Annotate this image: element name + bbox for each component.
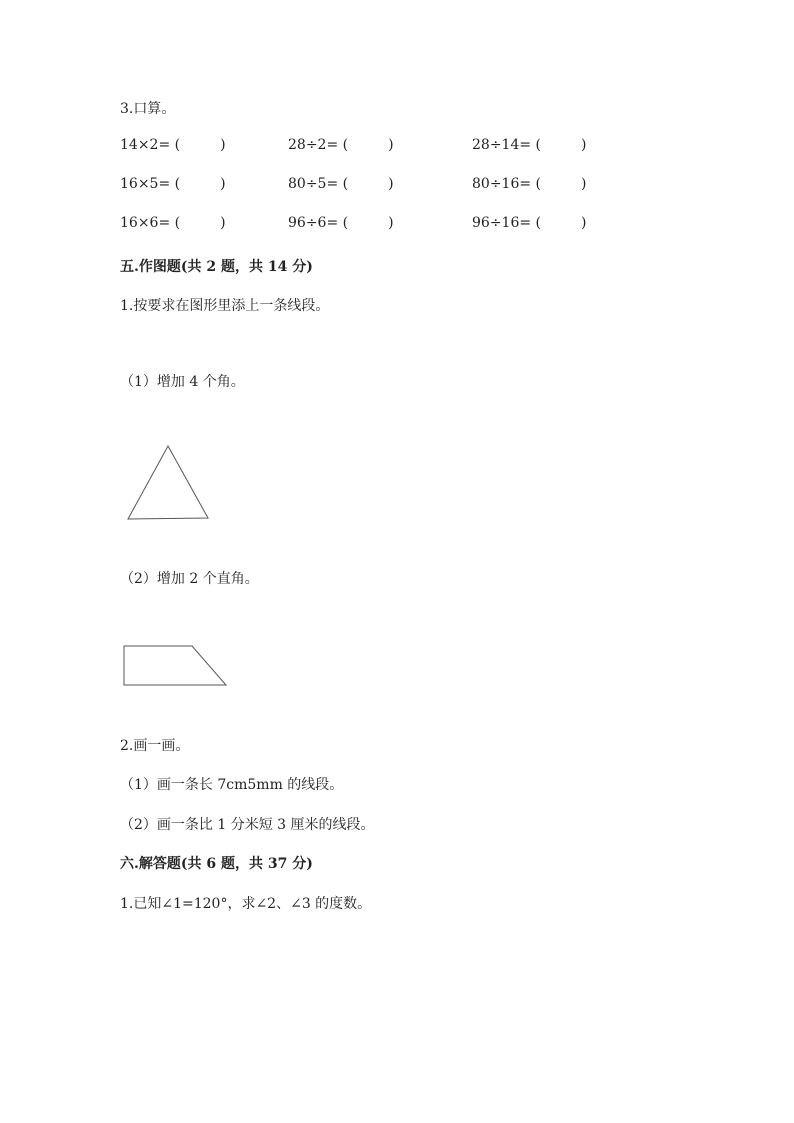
arith-item: 28÷14= ( ) [472, 137, 587, 153]
triangle-figure [120, 440, 220, 525]
section5-q1: 1.按要求在图形里添上一条线段。 [120, 298, 330, 314]
arith-item: 16×6= ( ) [120, 215, 226, 231]
arith-row-3 [120, 215, 620, 235]
arith-item: 80÷5= ( ) [288, 176, 394, 192]
section6-heading: 六.解答题(共 6 题，共 37 分) [120, 856, 313, 872]
section5-q1-part1: （1）增加 4 个角。 [120, 374, 245, 390]
arith-item: 80÷16= ( ) [472, 176, 587, 192]
arith-item: 14×2= ( ) [120, 137, 226, 153]
trapezoid-figure [118, 640, 233, 692]
section5-q2: 2.画一画。 [120, 738, 190, 754]
section6-q1: 1.已知∠1=120°，求∠2、∠3 的度数。 [120, 896, 372, 912]
arith-item: 28÷2= ( ) [288, 137, 394, 153]
section3-title: 3.口算。 [120, 101, 176, 117]
arith-item: 96÷6= ( ) [288, 215, 394, 231]
arith-item: 16×5= ( ) [120, 176, 226, 192]
section5-q2-part2: （2）画一条比 1 分米短 3 厘米的线段。 [120, 817, 375, 833]
arith-row-2 [120, 176, 620, 196]
section5-q2-part1: （1）画一条长 7cm5mm 的线段。 [120, 777, 344, 793]
arith-item: 96÷16= ( ) [472, 215, 587, 231]
section5-q1-part2: （2）增加 2 个直角。 [120, 571, 259, 587]
section5-heading: 五.作图题(共 2 题，共 14 分) [120, 259, 313, 275]
arith-row-1 [120, 137, 620, 157]
